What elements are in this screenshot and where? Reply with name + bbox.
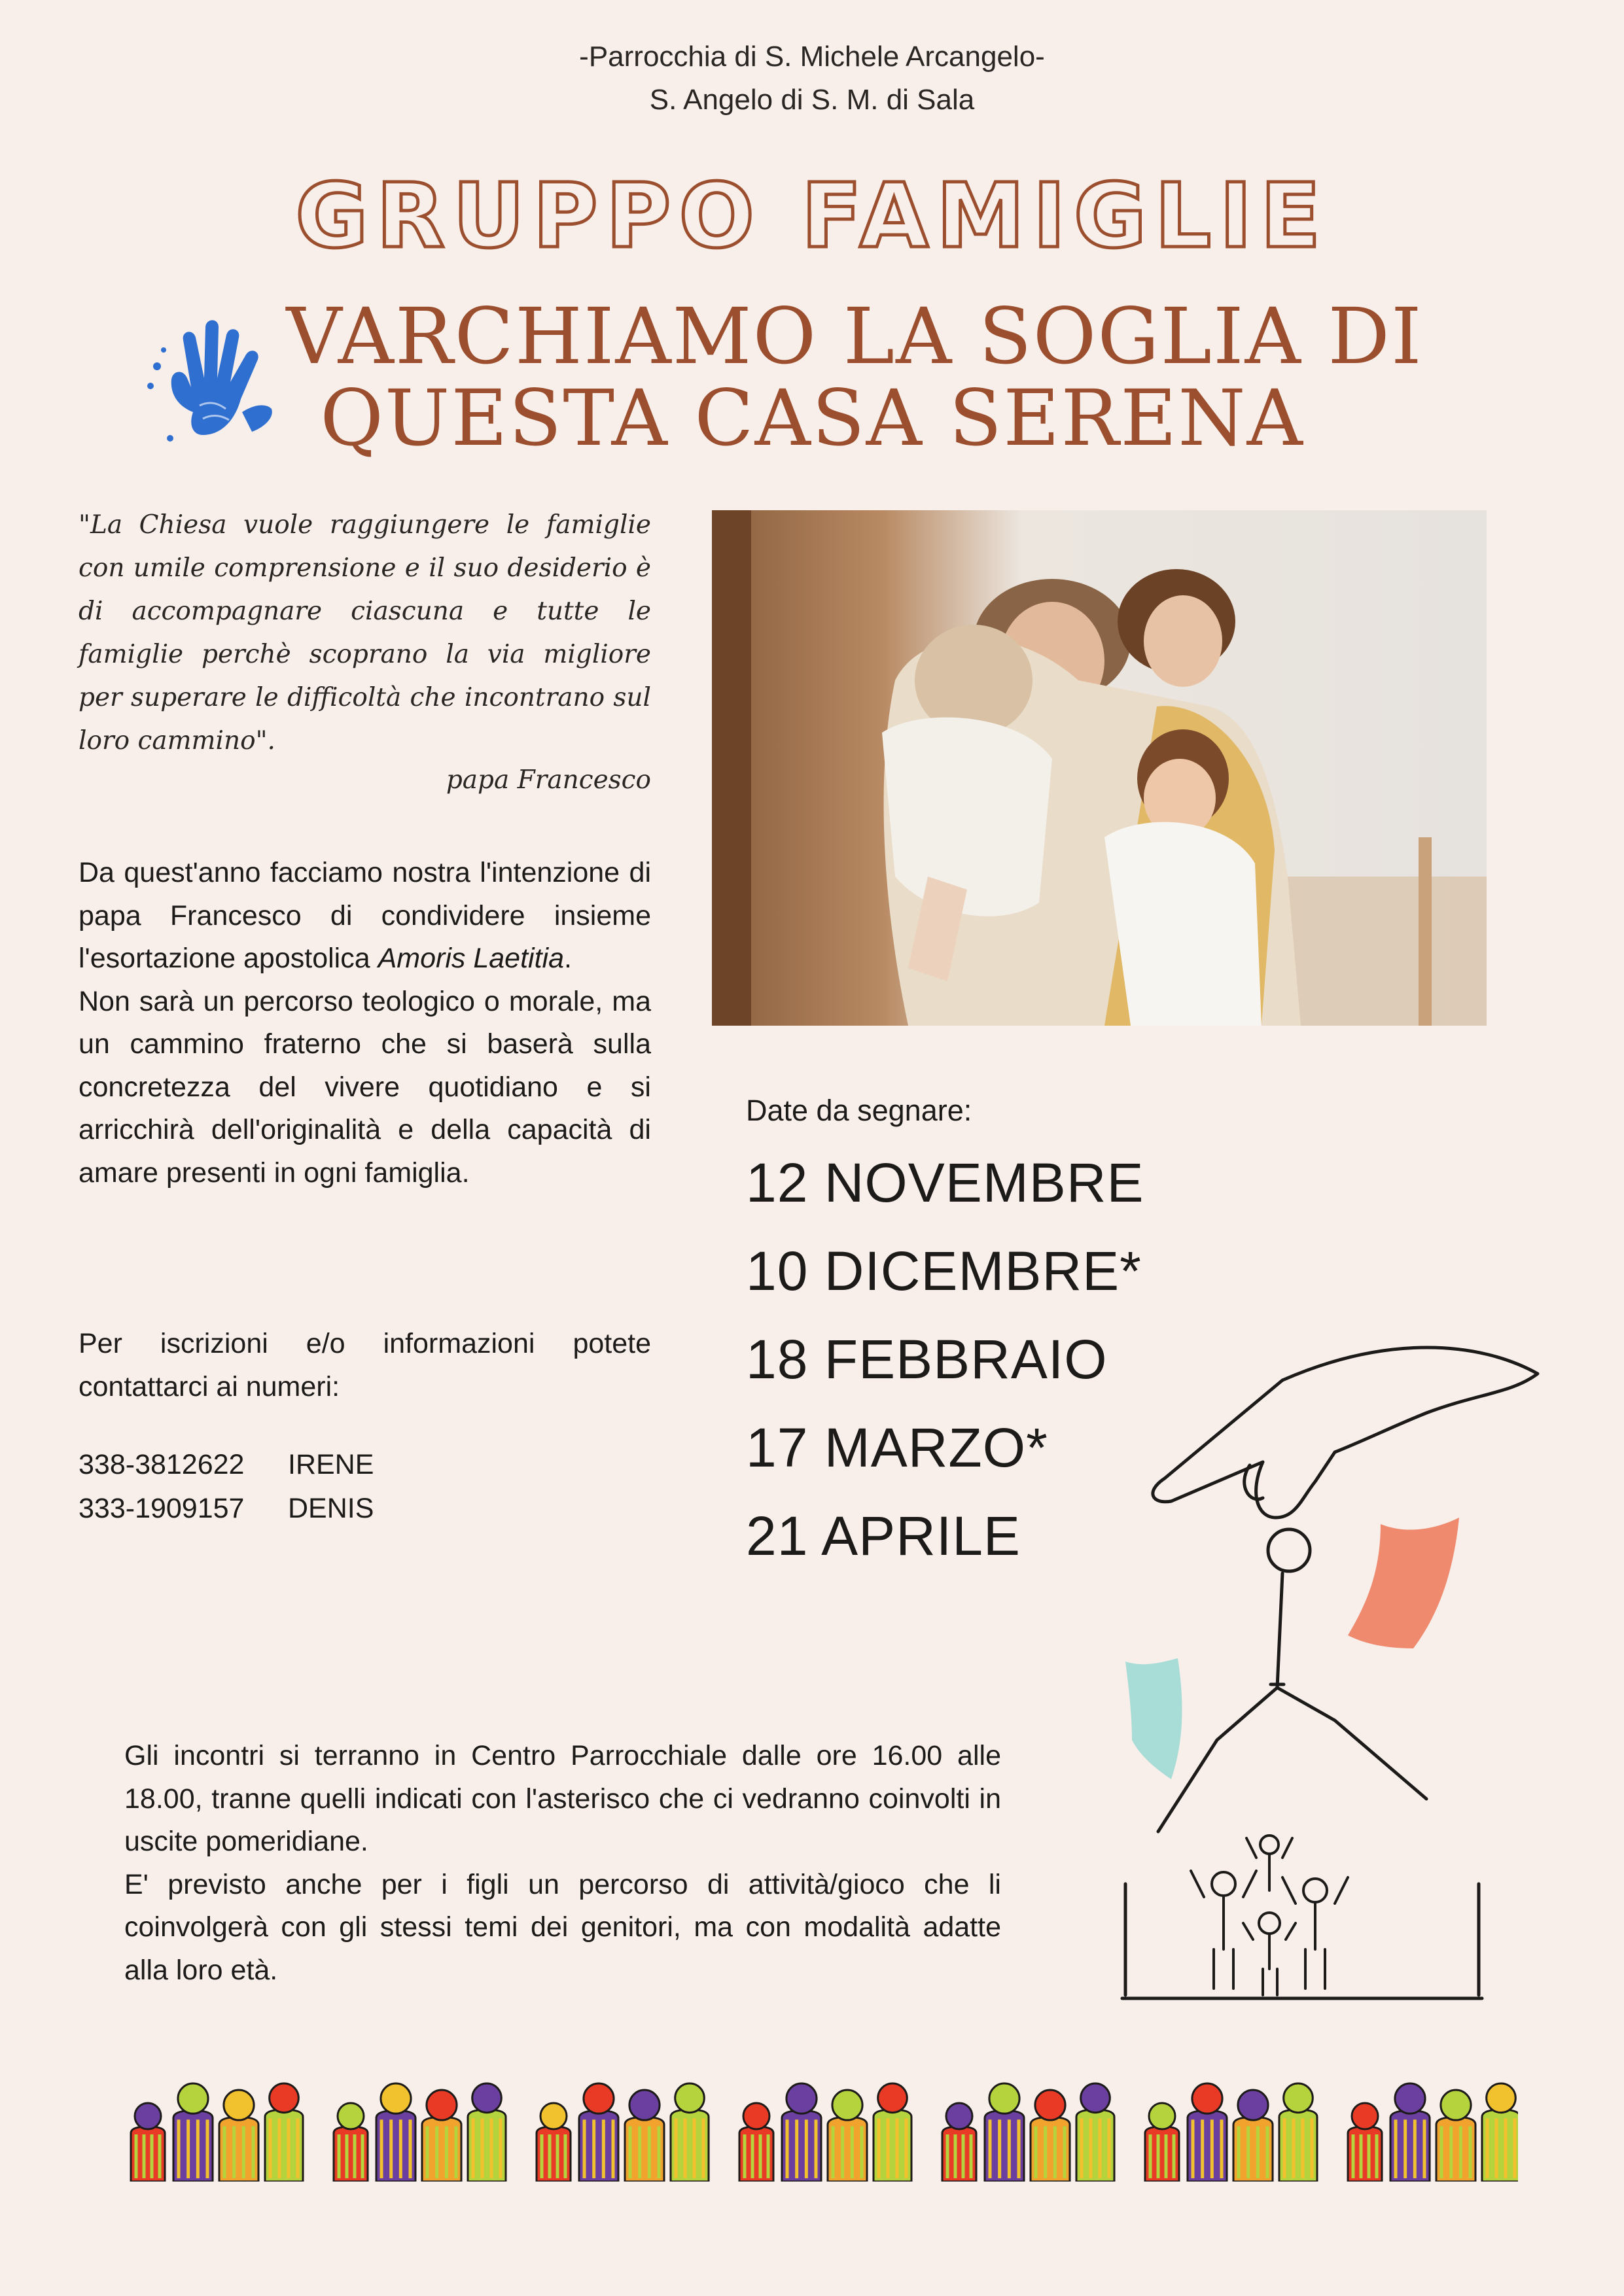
phone-number: 338-3812622 (79, 1449, 245, 1480)
pope-quote: "La Chiesa vuole raggiungere le famiglie con umile comprensione e il suo desiderio è di accompagnare ciascuna e tutte le famiglie perchè scoprano la via migliore per superare le difficoltà che incontrano sul loro cammino". (79, 510, 651, 756)
wooden-figure-head (1081, 2083, 1110, 2113)
page-title: GRUPPO FAMIGLIE (295, 165, 1329, 268)
wooden-figure-head (832, 2090, 862, 2120)
wooden-figure-head (1238, 2090, 1268, 2120)
intro-text-part1: Da quest'anno facciamo nostra l'intenzione di papa Francesco di condividere insieme l'esortazione apostolica (79, 857, 651, 974)
contact-name: DENIS (288, 1493, 374, 1524)
wooden-figure-head (381, 2083, 411, 2113)
wooden-figure-head (1352, 2103, 1378, 2129)
date-item: 10 DICEMBRE* (746, 1240, 1142, 1302)
phone-entry (79, 1449, 374, 1481)
wooden-figure-head (472, 2083, 502, 2113)
date-item: 12 NOVEMBRE (746, 1152, 1144, 1213)
meeting-info-paragraph (124, 1735, 1001, 1992)
wooden-figure-head (338, 2103, 364, 2129)
contact-paragraph: Per iscrizioni e/o informazioni potete contattarci ai numeri: (79, 1328, 651, 1402)
wooden-figure-head (1395, 2083, 1425, 2113)
wooden-figure-head (1192, 2083, 1222, 2113)
intro-text-part2: . (564, 943, 572, 974)
date-item: 17 MARZO* (746, 1417, 1048, 1478)
family-hug-photo (712, 510, 1487, 1026)
date-item: 21 APRILE (746, 1505, 1021, 1567)
wooden-figure-head (675, 2083, 705, 2113)
intro-text-part3: Non sarà un percorso teologico o morale, ma un cammino fraterno che si baserà sulla concretezza del vivere quotidiano e si arricchirà dell'originalità e della capacità di amare presenti in ogni famiglia. (79, 985, 651, 1189)
quote-author: papa Francesco (446, 765, 651, 795)
wooden-figure-head (178, 2083, 208, 2113)
phone-number: 333-1909157 (79, 1493, 245, 1524)
hand-house-illustration (1086, 1321, 1557, 2034)
wooden-figure-head (540, 2103, 567, 2129)
wooden-people-border (118, 2077, 1518, 2182)
wooden-figure-head (224, 2090, 254, 2120)
wooden-figure-head (1149, 2103, 1175, 2129)
phone-entry (79, 1493, 374, 1525)
wooden-figure-head (584, 2083, 614, 2113)
wooden-figure-head (1035, 2090, 1065, 2120)
wooden-figure-head (878, 2083, 908, 2113)
wooden-figure-head (1284, 2083, 1313, 2113)
contact-name: IRENE (288, 1449, 374, 1480)
intro-document-title: Amoris Laetitia (378, 943, 564, 974)
wooden-figure-head (135, 2103, 161, 2129)
wooden-figure-head (989, 2083, 1019, 2113)
wooden-figure-head (1487, 2083, 1516, 2113)
date-item: 18 FEBBRAIO (746, 1329, 1108, 1390)
wooden-figure-head (1441, 2090, 1471, 2120)
headline-line-2: QUESTA CASA SERENA (320, 373, 1304, 463)
wooden-figure-head (629, 2090, 660, 2120)
meeting-info-text: Gli incontri si terranno in Centro Parrocchiale dalle ore 16.00 alle 18.00, tranne quelli indicati con l'asterisco che ci vedranno coinvolti in uscite pomeridiane. (124, 1740, 1001, 1857)
headline-line-1: VARCHIAMO LA SOGLIA DI (286, 291, 1423, 381)
wooden-figure-head (786, 2083, 817, 2113)
dates-label: Date da segnare: (746, 1094, 972, 1127)
wooden-figure-head (946, 2103, 972, 2129)
intro-paragraph (79, 852, 651, 1194)
wooden-figure-head (743, 2103, 769, 2129)
children-info-text: E' previsto anche per i figli un percorso di attività/gioco che li coinvolgerà con gli stessi temi dei genitori, ma con modalità adatte alla loro età. (124, 1868, 1001, 1986)
wooden-figure-head (270, 2083, 299, 2113)
parish-location: S. Angelo di S. M. di Sala (649, 84, 975, 116)
parish-name: -Parrocchia di S. Michele Arcangelo- (579, 41, 1045, 73)
wooden-figure-head (427, 2090, 457, 2120)
